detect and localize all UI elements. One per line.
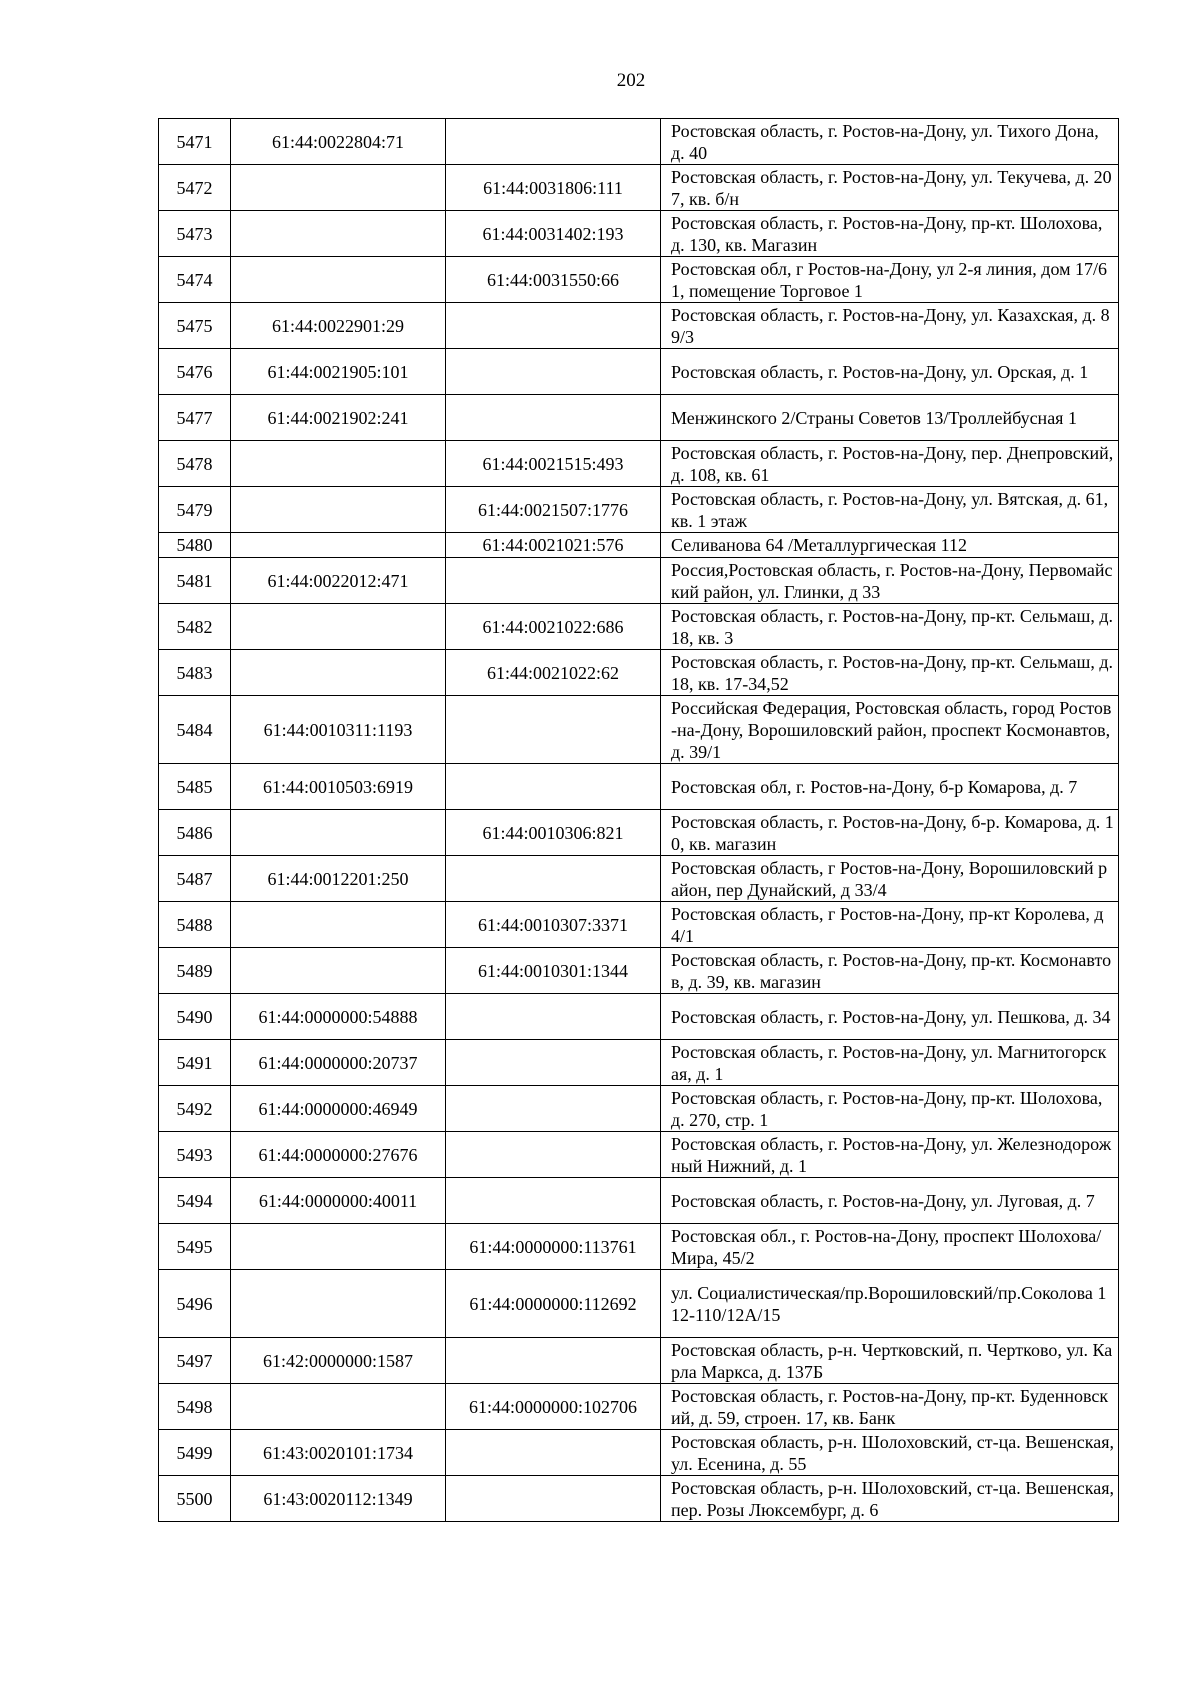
- cadastral-number-land: 61:44:0000000:54888: [231, 994, 446, 1040]
- table-row: [159, 119, 1119, 165]
- cadastral-number-land: 61:44:0012201:250: [231, 856, 446, 902]
- table-row: [159, 1338, 1119, 1384]
- row-number: 5494: [159, 1178, 231, 1224]
- cadastral-number-land: 61:44:0022012:471: [231, 558, 446, 604]
- cadastral-number-premises: [446, 1338, 661, 1384]
- table-row: [159, 856, 1119, 902]
- cadastral-number-land: 61:43:0020101:1734: [231, 1430, 446, 1476]
- table-row: [159, 533, 1119, 558]
- table-row: [159, 303, 1119, 349]
- cadastral-number-land: [231, 1224, 446, 1270]
- cadastral-number-land: 61:44:0021902:241: [231, 395, 446, 441]
- cadastral-number-land: [231, 533, 446, 558]
- cadastral-number-land: [231, 257, 446, 303]
- address-cell: Ростовская обл, г Ростов-на-Дону, ул 2-я линия, дом 17/61, помещение Торговое 1: [661, 257, 1119, 303]
- table-row: [159, 1040, 1119, 1086]
- address-cell: Селиванова 64 /Металлургическая 112: [661, 533, 1119, 558]
- cadastral-number-land: [231, 165, 446, 211]
- row-number: 5486: [159, 810, 231, 856]
- table-row: [159, 1224, 1119, 1270]
- address-cell: Ростовская область, г. Ростов-на-Дону, пр-кт. Сельмаш, д. 18, кв. 3: [661, 604, 1119, 650]
- cadastral-number-land: [231, 441, 446, 487]
- cadastral-number-premises: [446, 395, 661, 441]
- cadastral-number-premises: [446, 696, 661, 764]
- cadastral-number-premises: [446, 349, 661, 395]
- table-row: [159, 764, 1119, 810]
- row-number: 5481: [159, 558, 231, 604]
- table-row: [159, 1476, 1119, 1522]
- address-cell: Ростовская область, г. Ростов-на-Дону, пр-кт. Космонавтов, д. 39, кв. магазин: [661, 948, 1119, 994]
- cadastral-number-premises: [446, 303, 661, 349]
- row-number: 5483: [159, 650, 231, 696]
- row-number: 5498: [159, 1384, 231, 1430]
- cadastral-number-land: 61:44:0010311:1193: [231, 696, 446, 764]
- address-cell: Ростовская область, г. Ростов-на-Дону, пр-кт. Буденновский, д. 59, строен. 17, кв. Банк: [661, 1384, 1119, 1430]
- cadastral-number-land: 61:44:0000000:46949: [231, 1086, 446, 1132]
- address-cell: ул. Социалистическая/пр.Ворошиловский/пр.Соколова 112-110/12А/15: [661, 1270, 1119, 1338]
- cadastral-number-land: 61:44:0010503:6919: [231, 764, 446, 810]
- address-cell: Ростовская область, г. Ростов-на-Дону, ул. Вятская, д. 61, кв. 1 этаж: [661, 487, 1119, 533]
- table-row: [159, 994, 1119, 1040]
- table-row: [159, 257, 1119, 303]
- cadastral-number-premises: [446, 994, 661, 1040]
- cadastral-number-land: [231, 810, 446, 856]
- cadastral-number-premises: 61:44:0031806:111: [446, 165, 661, 211]
- row-number: 5493: [159, 1132, 231, 1178]
- cadastral-number-premises: 61:44:0021507:1776: [446, 487, 661, 533]
- address-cell: Ростовская область, р-н. Шолоховский, ст-ца. Вешенская, пер. Розы Люксембург, д. 6: [661, 1476, 1119, 1522]
- cadastral-number-premises: [446, 1430, 661, 1476]
- cadastral-number-land: 61:44:0000000:20737: [231, 1040, 446, 1086]
- cadastral-number-land: 61:44:0021905:101: [231, 349, 446, 395]
- cadastral-number-premises: [446, 764, 661, 810]
- cadastral-number-land: [231, 902, 446, 948]
- table-row: [159, 558, 1119, 604]
- cadastral-number-premises: [446, 1086, 661, 1132]
- cadastral-number-land: [231, 1270, 446, 1338]
- table-row: [159, 1384, 1119, 1430]
- cadastral-number-premises: 61:44:0021021:576: [446, 533, 661, 558]
- cadastral-number-land: 61:42:0000000:1587: [231, 1338, 446, 1384]
- cadastral-number-land: [231, 948, 446, 994]
- row-number: 5492: [159, 1086, 231, 1132]
- cadastral-number-premises: 61:44:0021022:686: [446, 604, 661, 650]
- address-cell: Ростовская область, г. Ростов-на-Дону, ул. Пешкова, д. 34: [661, 994, 1119, 1040]
- cadastral-number-premises: 61:44:0031402:193: [446, 211, 661, 257]
- row-number: 5484: [159, 696, 231, 764]
- table-row: [159, 211, 1119, 257]
- table-row: [159, 1430, 1119, 1476]
- cadastral-number-land: 61:44:0000000:27676: [231, 1132, 446, 1178]
- address-cell: Россия,Ростовская область, г. Ростов-на-Дону, Первомайский район, ул. Глинки, д 33: [661, 558, 1119, 604]
- cadastral-number-land: 61:44:0022901:29: [231, 303, 446, 349]
- address-cell: Ростовская область, г. Ростов-на-Дону, ул. Текучева, д. 207, кв. б/н: [661, 165, 1119, 211]
- table-row: [159, 604, 1119, 650]
- cadastral-number-land: [231, 604, 446, 650]
- address-cell: Ростовская область, г. Ростов-на-Дону, пр-кт. Шолохова, д. 270, стр. 1: [661, 1086, 1119, 1132]
- address-cell: Ростовская область, г Ростов-на-Дону, пр-кт Королева, д 4/1: [661, 902, 1119, 948]
- row-number: 5496: [159, 1270, 231, 1338]
- cadastral-number-premises: [446, 1040, 661, 1086]
- table-row: [159, 487, 1119, 533]
- row-number: 5477: [159, 395, 231, 441]
- address-cell: Ростовская обл., г. Ростов-на-Дону, проспект Шолохова/Мира, 45/2: [661, 1224, 1119, 1270]
- table-row: [159, 349, 1119, 395]
- table-row: [159, 1178, 1119, 1224]
- page-number: 202: [616, 70, 646, 91]
- row-number: 5471: [159, 119, 231, 165]
- address-cell: Ростовская область, г. Ростов-на-Дону, пр-кт. Шолохова, д. 130, кв. Магазин: [661, 211, 1119, 257]
- row-number: 5488: [159, 902, 231, 948]
- address-cell: Ростовская область, г. Ростов-на-Дону, ул. Казахская, д. 89/3: [661, 303, 1119, 349]
- row-number: 5495: [159, 1224, 231, 1270]
- row-number: 5489: [159, 948, 231, 994]
- row-number: 5485: [159, 764, 231, 810]
- row-number: 5491: [159, 1040, 231, 1086]
- cadastral-number-land: [231, 650, 446, 696]
- cadastral-number-premises: [446, 1132, 661, 1178]
- row-number: 5474: [159, 257, 231, 303]
- row-number: 5487: [159, 856, 231, 902]
- address-cell: Российская Федерация, Ростовская область, город Ростов-на-Дону, Ворошиловский район, проспект Космонавтов, д. 39/1: [661, 696, 1119, 764]
- cadastral-number-premises: 61:44:0010301:1344: [446, 948, 661, 994]
- cadastral-number-land: 61:44:0000000:40011: [231, 1178, 446, 1224]
- cadastral-number-premises: [446, 1476, 661, 1522]
- table-row: [159, 1270, 1119, 1338]
- property-table: [158, 118, 1119, 1522]
- address-cell: Ростовская область, р-н. Шолоховский, ст-ца. Вешенская, ул. Есенина, д. 55: [661, 1430, 1119, 1476]
- table-row: [159, 810, 1119, 856]
- cadastral-number-premises: 61:44:0031550:66: [446, 257, 661, 303]
- cadastral-number-premises: 61:44:0010307:3371: [446, 902, 661, 948]
- address-cell: Ростовская область, г. Ростов-на-Дону, б-р. Комарова, д. 10, кв. магазин: [661, 810, 1119, 856]
- row-number: 5480: [159, 533, 231, 558]
- address-cell: Ростовская область, р-н. Чертковский, п. Чертково, ул. Карла Маркса, д. 137Б: [661, 1338, 1119, 1384]
- address-cell: Ростовская область, г Ростов-на-Дону, Ворошиловский район, пер Дунайский, д 33/4: [661, 856, 1119, 902]
- row-number: 5497: [159, 1338, 231, 1384]
- table-row: [159, 902, 1119, 948]
- row-number: 5490: [159, 994, 231, 1040]
- cadastral-number-premises: [446, 558, 661, 604]
- row-number: 5473: [159, 211, 231, 257]
- row-number: 5499: [159, 1430, 231, 1476]
- row-number: 5472: [159, 165, 231, 211]
- cadastral-number-land: [231, 211, 446, 257]
- row-number: 5478: [159, 441, 231, 487]
- address-cell: Ростовская область, г. Ростов-на-Дону, пр-кт. Сельмаш, д. 18, кв. 17-34,52: [661, 650, 1119, 696]
- cadastral-number-premises: 61:44:0021515:493: [446, 441, 661, 487]
- cadastral-number-land: [231, 487, 446, 533]
- cadastral-number-premises: 61:44:0000000:102706: [446, 1384, 661, 1430]
- table-row: [159, 441, 1119, 487]
- cadastral-number-premises: 61:44:0010306:821: [446, 810, 661, 856]
- cadastral-number-land: 61:43:0020112:1349: [231, 1476, 446, 1522]
- address-cell: Ростовская область, г. Ростов-на-Дону, ул. Тихого Дона, д. 40: [661, 119, 1119, 165]
- table-row: [159, 948, 1119, 994]
- cadastral-number-premises: [446, 119, 661, 165]
- table-row: [159, 650, 1119, 696]
- address-cell: Ростовская область, г. Ростов-на-Дону, пер. Днепровский, д. 108, кв. 61: [661, 441, 1119, 487]
- row-number: 5476: [159, 349, 231, 395]
- table-row: [159, 696, 1119, 764]
- row-number: 5475: [159, 303, 231, 349]
- cadastral-number-premises: 61:44:0000000:113761: [446, 1224, 661, 1270]
- address-cell: Менжинского 2/Страны Советов 13/Троллейбусная 1: [661, 395, 1119, 441]
- row-number: 5482: [159, 604, 231, 650]
- cadastral-number-land: [231, 1384, 446, 1430]
- table-body: [159, 119, 1119, 1522]
- cadastral-number-premises: 61:44:0000000:112692: [446, 1270, 661, 1338]
- table-row: [159, 1086, 1119, 1132]
- address-cell: Ростовская область, г. Ростов-на-Дону, ул. Луговая, д. 7: [661, 1178, 1119, 1224]
- table-row: [159, 165, 1119, 211]
- cadastral-number-premises: [446, 1178, 661, 1224]
- address-cell: Ростовская область, г. Ростов-на-Дону, ул. Железнодорожный Нижний, д. 1: [661, 1132, 1119, 1178]
- address-cell: Ростовская область, г. Ростов-на-Дону, ул. Орская, д. 1: [661, 349, 1119, 395]
- row-number: 5500: [159, 1476, 231, 1522]
- row-number: 5479: [159, 487, 231, 533]
- address-cell: Ростовская обл, г. Ростов-на-Дону, б-р Комарова, д. 7: [661, 764, 1119, 810]
- table-row: [159, 395, 1119, 441]
- cadastral-number-premises: 61:44:0021022:62: [446, 650, 661, 696]
- cadastral-number-premises: [446, 856, 661, 902]
- table-row: [159, 1132, 1119, 1178]
- address-cell: Ростовская область, г. Ростов-на-Дону, ул. Магнитогорская, д. 1: [661, 1040, 1119, 1086]
- cadastral-number-land: 61:44:0022804:71: [231, 119, 446, 165]
